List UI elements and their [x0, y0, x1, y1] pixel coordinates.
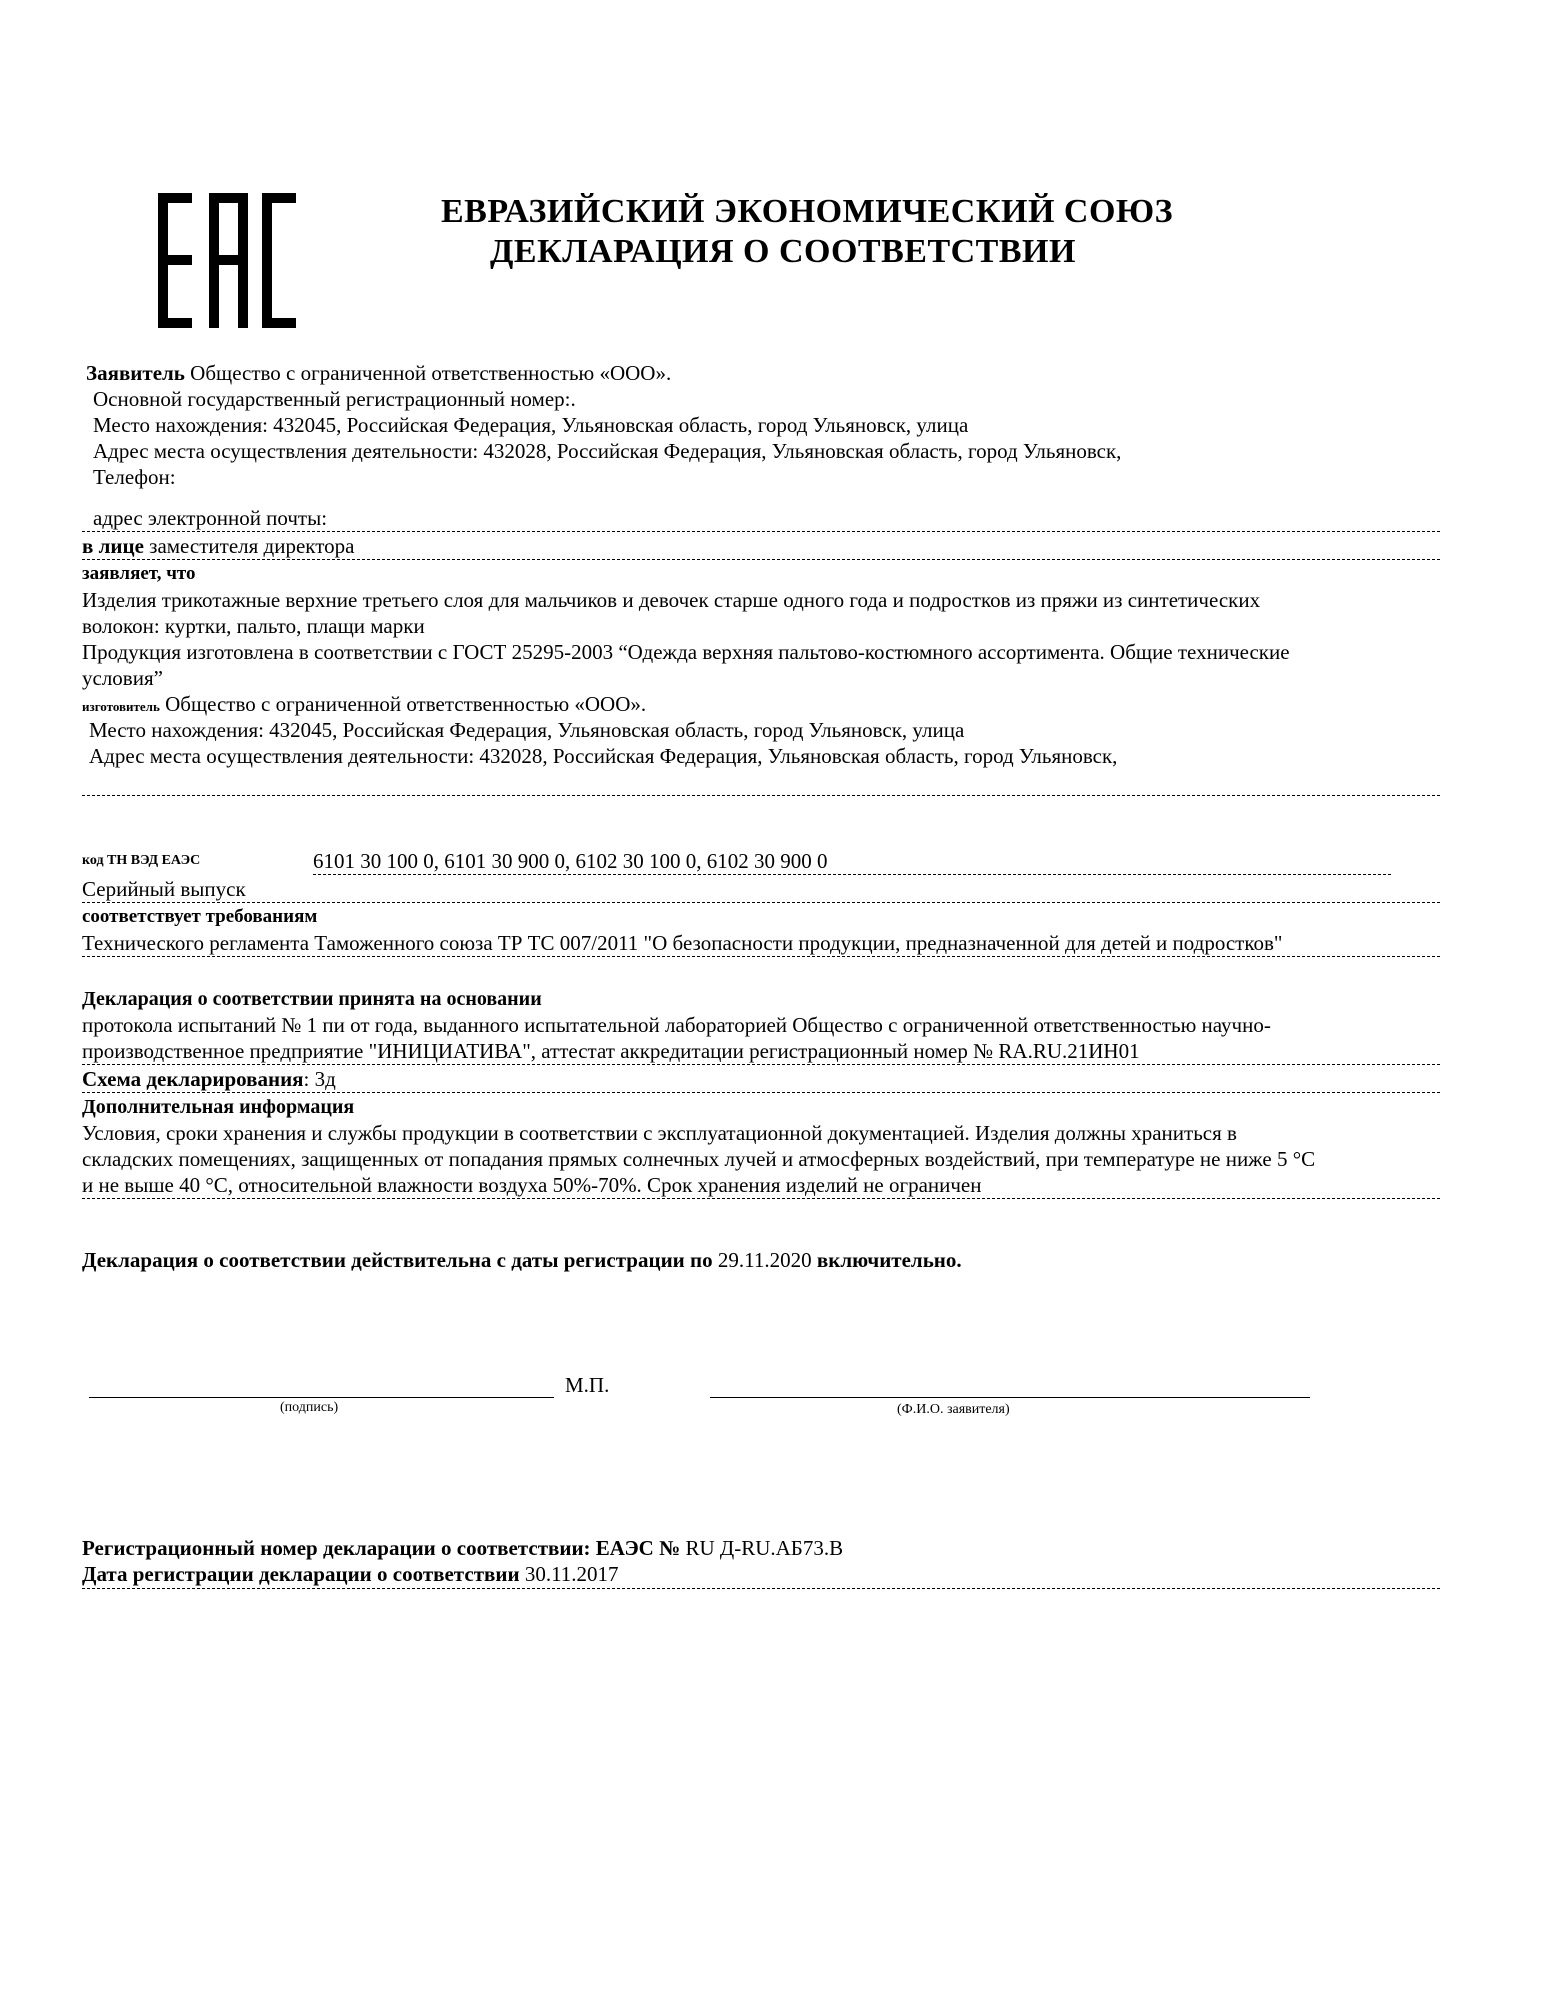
basis-protocol-cont: производственное предприятие "ИНИЦИАТИВА", аттестат аккредитации регистрационный номер № RA.RU.21ИН01: [82, 1039, 1140, 1063]
divider: [82, 1198, 1440, 1199]
registration-date-line: [82, 1561, 619, 1587]
eac-logo: [158, 193, 296, 328]
tnved-codes: 6101 30 100 0, 6101 30 900 0, 6102 30 100 0, 6102 30 900 0: [313, 849, 828, 873]
divider: [82, 1092, 1440, 1093]
divider: [82, 1064, 1440, 1065]
divider: [82, 956, 1440, 957]
divider: [82, 902, 1440, 903]
scheme-value: 3д: [309, 1067, 336, 1091]
additional-info-text-end: и не выше 40 °С, относительной влажности воздуха 50%-70%. Срок хранения изделий не ограничен: [82, 1173, 982, 1197]
manufacturer-activity-address: Адрес места осуществления деятельности: 432028, Российская Федерация, Ульяновская область, город Ульяновск,: [89, 744, 1118, 768]
validity-suffix: включительно.: [811, 1248, 962, 1272]
applicant-location: Место нахождения: 432045, Российская Федерация, Ульяновская область, город Ульяновск, улица: [93, 413, 969, 437]
applicant-name-caption: (Ф.И.О. заявителя): [897, 1402, 1010, 1417]
basis-label: Декларация о соответствии принята на основании: [82, 988, 542, 1010]
representative-value: заместителя директора: [143, 534, 355, 558]
signature-caption: (подпись): [280, 1400, 339, 1415]
representative-line: [82, 533, 354, 559]
applicant-name: Общество с ограниченной ответственностью «ООО».: [184, 361, 672, 385]
registration-number-label: Регистрационный номер декларации о соответствии: ЕАЭС №: [82, 1536, 686, 1560]
manufacturer-location: Место нахождения: 432045, Российская Федерация, Ульяновская область, город Ульяновск, улица: [89, 718, 965, 742]
declares-label: заявляет, что: [82, 563, 196, 584]
compliance-label: соответствует требованиям: [82, 906, 318, 927]
basis-protocol: протокола испытаний № 1 пи от года, выданного испытательной лабораторией Общество с ограниченной ответственностью научно-: [82, 1013, 1271, 1037]
registration-date-label: Дата регистрации декларации о соответствии: [82, 1562, 520, 1586]
additional-info-text-cont: складских помещениях, защищенных от попадания прямых солнечных лучей и атмосферных воздействий, при температуре не ниже 5 °С: [82, 1147, 1316, 1171]
validity-statement: [82, 1247, 962, 1273]
divider: [82, 1588, 1440, 1589]
validity-date: 29.11.2020: [717, 1248, 812, 1272]
representative-label: в лице: [82, 534, 144, 558]
divider: [82, 559, 1440, 560]
applicant-email: адрес электронной почты:: [93, 506, 328, 530]
applicant-line: [86, 360, 671, 386]
applicant-name-line: [710, 1397, 1310, 1398]
registration-number-value: RU Д-RU.АБ73.В: [685, 1536, 844, 1560]
applicant-label: Заявитель: [86, 361, 185, 385]
applicant-activity-address: Адрес места осуществления деятельности: 432028, Российская Федерация, Ульяновская область, город Ульяновск,: [93, 439, 1122, 463]
applicant-ogrn: Основной государственный регистрационный номер:.: [93, 387, 576, 411]
stamp-label: М.П.: [565, 1373, 610, 1397]
additional-info-text: Условия, сроки хранения и службы продукции в соответствии с эксплуатационной документацией. Изделия должны храниться в: [82, 1121, 1237, 1145]
signature-line: [89, 1397, 554, 1398]
registration-date-value: 30.11.2017: [519, 1562, 619, 1586]
product-description: Изделия трикотажные верхние третьего слоя для мальчиков и девочек старше одного года и подростков из пряжи из синтетических: [82, 588, 1261, 612]
additional-info-label: Дополнительная информация: [82, 1096, 355, 1118]
scheme-line: [82, 1066, 336, 1092]
document-title: ДЕКЛАРАЦИЯ О СООТВЕТСТВИИ: [490, 233, 1076, 270]
manufacturer-name: Общество с ограниченной ответственностью «ООО».: [159, 692, 647, 716]
product-description-cont: волокон: куртки, пальто, плащи марки: [82, 614, 425, 638]
registration-number-line: [82, 1535, 843, 1561]
divider: [313, 874, 1391, 875]
document-header-union: ЕВРАЗИЙСКИЙ ЭКОНОМИЧЕСКИЙ СОЮЗ: [441, 193, 1174, 230]
manufacturer-label: изготовитель: [82, 699, 160, 714]
applicant-phone: Телефон:: [93, 465, 176, 489]
manufacturer-line: [82, 691, 646, 720]
compliance-regulation: Технического регламента Таможенного союза ТР ТС 007/2011 "О безопасности продукции, предназначенной для детей и подростков": [82, 931, 1283, 955]
scheme-label: Схема декларирования: [82, 1067, 304, 1091]
divider: [82, 531, 1440, 532]
product-standard: Продукция изготовлена в соответствии с ГОСТ 25295-2003 “Одежда верхняя пальтово-костюмного ассортимента. Общие технические: [82, 640, 1290, 664]
scheme-colon: :: [303, 1067, 310, 1091]
serial-release: Серийный выпуск: [82, 877, 246, 901]
product-standard-cont: условия”: [82, 666, 163, 690]
divider: [82, 795, 1440, 796]
validity-prefix: Декларация о соответствии действительна с даты регистрации по: [82, 1248, 718, 1272]
tnved-label: код ТН ВЭД ЕАЭС: [82, 853, 201, 868]
